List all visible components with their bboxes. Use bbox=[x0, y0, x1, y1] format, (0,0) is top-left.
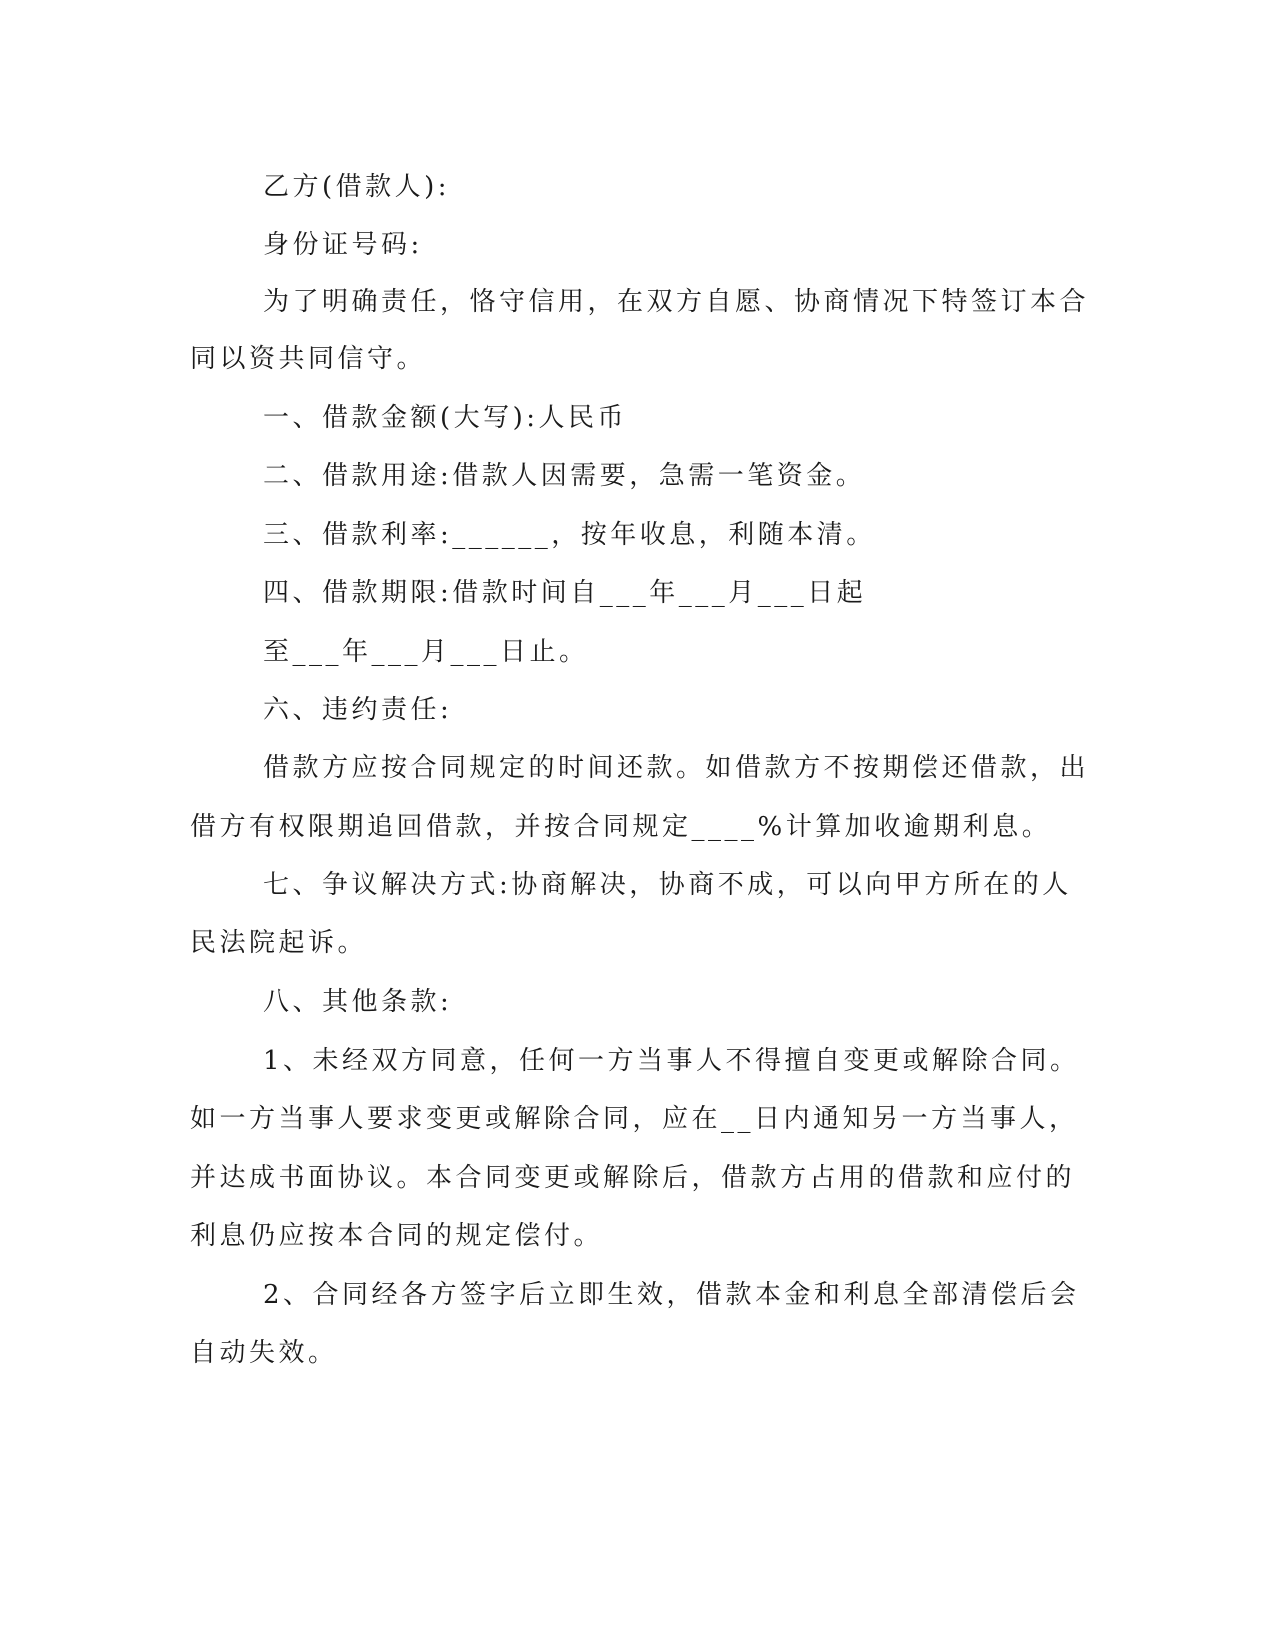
clause-loan-purpose: 二、借款用途:借款人因需要，急需一笔资金。 bbox=[263, 461, 866, 491]
clause-breach-heading: 六、违约责任: bbox=[263, 695, 453, 725]
clause-loan-term-end: 至___年___月___日止。 bbox=[263, 637, 589, 667]
other-item-2-line-2: 自动失效。 bbox=[190, 1338, 338, 1368]
dispute-line-1: 七、争议解决方式:协商解决，协商不成，可以向甲方所在的人 bbox=[263, 870, 1072, 900]
party-b-borrower-line: 乙方(借款人): bbox=[263, 172, 451, 202]
id-number-line: 身份证号码: bbox=[263, 230, 423, 260]
preamble-line-1: 为了明确责任，恪守信用，在双方自愿、协商情况下特签订本合 bbox=[263, 287, 1090, 317]
other-item-2-line-1: 2、合同经各方签字后立即生效，借款本金和利息全部清偿后会 bbox=[263, 1280, 1080, 1310]
clause-interest-rate: 三、借款利率:______，按年收息，利随本清。 bbox=[263, 520, 876, 550]
other-item-1-line-1: 1、未经双方同意，任何一方当事人不得擅自变更或解除合同。 bbox=[263, 1046, 1080, 1076]
other-item-1-line-4: 利息仍应按本合同的规定偿付。 bbox=[190, 1221, 604, 1251]
other-item-1-line-2: 如一方当事人要求变更或解除合同，应在__日内通知另一方当事人， bbox=[190, 1104, 1079, 1134]
breach-text-line-1: 借款方应按合同规定的时间还款。如借款方不按期偿还借款，出 bbox=[263, 753, 1090, 783]
preamble-line-2: 同以资共同信守。 bbox=[190, 344, 427, 374]
other-item-1-line-3: 并达成书面协议。本合同变更或解除后，借款方占用的借款和应付的 bbox=[190, 1163, 1076, 1193]
dispute-line-2: 民法院起诉。 bbox=[190, 928, 368, 958]
clause-loan-amount: 一、借款金额(大写):人民币 bbox=[263, 403, 628, 433]
clause-loan-term-start: 四、借款期限:借款时间自___年___月___日起 bbox=[263, 578, 867, 608]
clause-other-heading: 八、其他条款: bbox=[263, 987, 453, 1017]
breach-text-line-2: 借方有权限期追回借款，并按合同规定____%计算加收逾期利息。 bbox=[190, 812, 1052, 842]
